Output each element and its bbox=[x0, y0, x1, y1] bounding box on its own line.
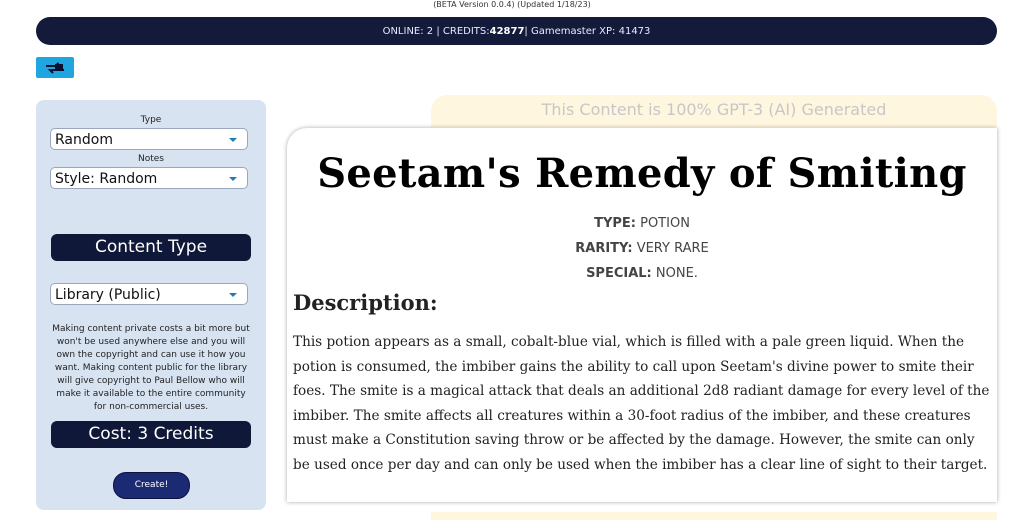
type-value: POTION bbox=[640, 216, 690, 231]
chevron-down-icon bbox=[229, 293, 237, 297]
notes-label: Notes bbox=[138, 154, 164, 164]
ai-generated-banner: This Content is 100% GPT-3 (AI) Generated bbox=[431, 95, 997, 127]
privacy-info-text: Making content private costs a bit more but won't be used anywhere else and you will own the copyright and can use it how you want. Making content public for the library will give copyright to Paul Bellow who will make it available to the entire community for non-commercial uses. bbox=[52, 324, 250, 412]
rarity-value: VERY RARE bbox=[636, 241, 709, 256]
cost-label: Cost: 3 Credits bbox=[51, 421, 251, 448]
notes-select[interactable] bbox=[50, 167, 248, 189]
item-card bbox=[287, 128, 997, 502]
item-special bbox=[287, 266, 997, 281]
version-text: (BETA Version 0.0.4) (Updated 1/18/23) bbox=[433, 0, 591, 9]
type-label: Type bbox=[140, 115, 162, 125]
description-text: This potion appears as a small, cobalt-blue vial, which is filled with a pale green liquid. When the potion is consumed, the imbiber gains the ability to call upon Seetam's divine power to smite their foes. The smite is a magical attack that deals an additional 2d8 radiant damage for every level of the imbiber. The smite affects all creatures within a 30-foot radius of the imbiber, and these creatures must make a Constitution saving throw or be affected by the damage. However, the smite can only be used once per day and can only be used when the imbiber has a clear line of sight to their target. bbox=[293, 334, 990, 473]
description-heading: Description: bbox=[293, 290, 438, 315]
item-type bbox=[287, 216, 997, 231]
lower-banner bbox=[431, 512, 997, 520]
special-value: NONE. bbox=[655, 266, 698, 281]
chevron-down-icon bbox=[229, 138, 237, 142]
library-select-value: Library (Public) bbox=[55, 287, 161, 303]
create-button[interactable]: Create! bbox=[113, 472, 190, 499]
type-key: TYPE: bbox=[594, 216, 636, 231]
notes-select-value: Style: Random bbox=[55, 171, 158, 187]
chevron-down-icon bbox=[229, 177, 237, 181]
type-select-value: Random bbox=[55, 132, 113, 148]
type-select[interactable] bbox=[50, 128, 248, 150]
status-bar bbox=[36, 17, 997, 45]
item-title: Seetam's Remedy of Smiting bbox=[317, 150, 967, 197]
status-credits: 42877 bbox=[489, 25, 525, 37]
library-select[interactable] bbox=[50, 283, 248, 305]
special-key: SPECIAL: bbox=[586, 266, 652, 281]
status-online: ONLINE: 2 | CREDITS: bbox=[382, 25, 490, 37]
swap-button[interactable] bbox=[36, 57, 74, 78]
swap-icon bbox=[44, 62, 66, 74]
content-type-heading: Content Type bbox=[51, 234, 251, 261]
status-xp: | Gamemaster XP: 41473 bbox=[524, 25, 651, 37]
item-rarity bbox=[287, 241, 997, 256]
options-panel bbox=[36, 100, 266, 510]
rarity-key: RARITY: bbox=[575, 241, 633, 256]
